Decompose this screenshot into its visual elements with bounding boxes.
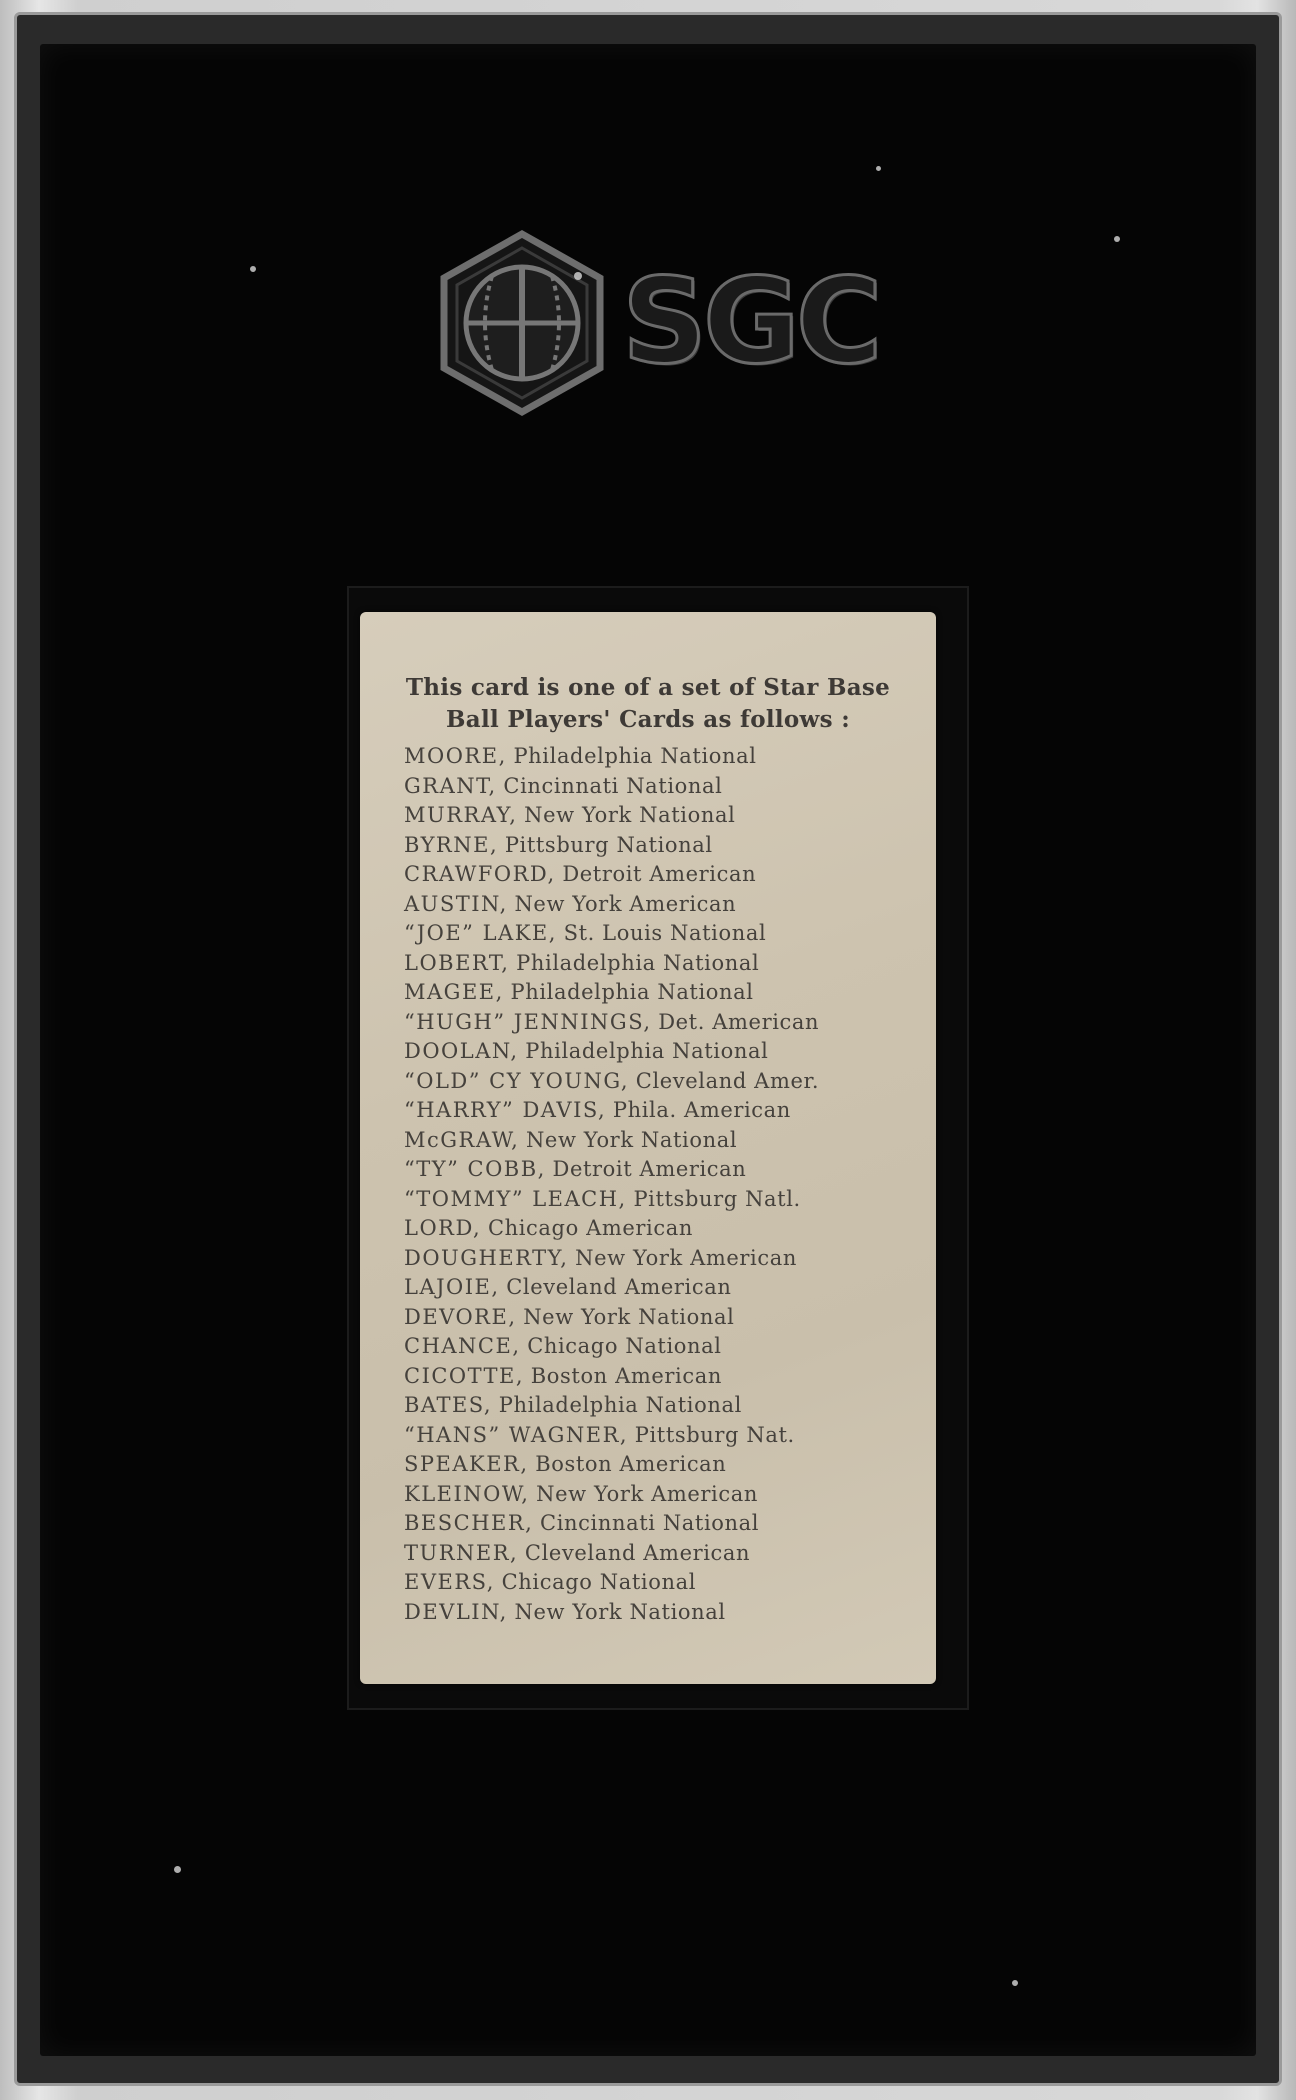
list-item [404, 860, 819, 890]
baseball-card-back [360, 612, 936, 1684]
card-header [360, 672, 936, 736]
list-item [404, 801, 819, 831]
player-name: “HARRY” DAVIS, [404, 1098, 607, 1122]
player-name: “HUGH” JENNINGS, [404, 1009, 652, 1034]
sgc-logo-text: SGC [622, 252, 879, 390]
player-team: St. Louis National [563, 921, 767, 945]
player-list [404, 742, 819, 1627]
list-item [404, 772, 819, 802]
player-team: Cleveland Amer. [635, 1068, 820, 1093]
dust-speck [1012, 1980, 1018, 1986]
player-team: Philadelphia National [513, 744, 757, 768]
player-name: GRANT, [404, 773, 497, 798]
list-item [404, 1067, 819, 1097]
dust-speck [876, 166, 881, 171]
player-team: Philadelphia National [525, 1039, 769, 1063]
player-team: New York National [524, 803, 736, 827]
player-team: New York National [525, 1127, 738, 1152]
player-name: DOOLAN, [404, 1039, 519, 1063]
player-team: Phila. American [612, 1098, 791, 1122]
player-name: EVERS, [404, 1570, 495, 1594]
player-name: KLEINOW, [404, 1481, 530, 1506]
player-name: BESCHER, [404, 1511, 534, 1535]
player-name: “TY” COBB, [404, 1157, 546, 1181]
player-name: CRAWFORD, [404, 862, 556, 886]
list-item [404, 949, 819, 979]
player-team: Philadelphia National [510, 980, 754, 1004]
player-team: Chicago National [527, 1334, 722, 1358]
player-name: MAGEE, [404, 980, 504, 1004]
list-item [404, 742, 819, 772]
player-name: McGRAW, [404, 1127, 520, 1152]
list-item [404, 1450, 819, 1480]
player-team: Philadelphia National [516, 950, 760, 975]
player-team: Chicago National [501, 1570, 697, 1594]
player-team: Boston American [530, 1363, 722, 1388]
player-name: SPEAKER, [404, 1452, 529, 1476]
player-name: DOUGHERTY, [404, 1245, 569, 1270]
list-item [404, 1568, 819, 1598]
player-team: Cincinnati National [540, 1511, 760, 1535]
list-item [404, 1332, 819, 1362]
list-item [404, 1421, 819, 1451]
list-item [404, 1391, 819, 1421]
player-name: BYRNE, [404, 832, 499, 857]
card-header-line1: This card is one of a set of Star Base [405, 674, 891, 701]
player-team: Pittsburg National [504, 832, 713, 857]
list-item [404, 1008, 819, 1038]
list-item [404, 1598, 819, 1628]
player-name: “OLD” CY YOUNG, [404, 1068, 630, 1093]
player-name: “TOMMY” LEACH, [404, 1186, 627, 1211]
player-name: LAJOIE, [404, 1275, 500, 1299]
player-name: DEVLIN, [404, 1599, 508, 1624]
player-team: Pittsburg Natl. [633, 1186, 801, 1211]
list-item [404, 1126, 819, 1156]
player-team: Detroit American [562, 862, 757, 886]
list-item [404, 1539, 819, 1569]
card-header-line2: Ball Players' Cards as follows : [446, 706, 850, 733]
player-name: TURNER, [404, 1540, 519, 1565]
player-team: Pittsburg Nat. [634, 1422, 795, 1447]
player-name: DEVORE, [404, 1304, 517, 1329]
list-item [404, 1155, 819, 1185]
player-name: CICOTTE, [404, 1363, 525, 1388]
dust-speck [574, 272, 582, 280]
list-item [404, 1362, 819, 1392]
player-team: Detroit American [552, 1157, 747, 1181]
player-team: Chicago American [487, 1216, 693, 1240]
player-name: MURRAY, [404, 803, 518, 827]
player-team: New York National [514, 1599, 726, 1624]
list-item [404, 1480, 819, 1510]
player-team: New York National [523, 1304, 735, 1329]
list-item [404, 831, 819, 861]
list-item [404, 1244, 819, 1274]
baseball-hexagon-logo-icon [432, 228, 612, 418]
list-item [404, 1037, 819, 1067]
list-item [404, 1096, 819, 1126]
list-item [404, 890, 819, 920]
player-team: Cleveland American [524, 1540, 751, 1565]
player-name: CHANCE, [404, 1334, 521, 1358]
player-team: Boston American [535, 1452, 727, 1476]
player-name: LORD, [404, 1216, 482, 1240]
list-item [404, 1509, 819, 1539]
dust-speck [1114, 236, 1120, 242]
player-name: “JOE” LAKE, [404, 921, 557, 945]
player-name: BATES, [404, 1393, 493, 1417]
list-item [404, 1273, 819, 1303]
list-item [404, 919, 819, 949]
player-name: LOBERT, [404, 950, 510, 975]
list-item [404, 1185, 819, 1215]
player-team: Cleveland American [506, 1275, 732, 1299]
list-item [404, 978, 819, 1008]
player-name: MOORE, [404, 744, 507, 768]
player-team: New York American [575, 1245, 797, 1270]
player-team: Philadelphia National [498, 1393, 742, 1417]
player-name: AUSTIN, [404, 891, 508, 916]
list-item [404, 1303, 819, 1333]
sgc-logo [432, 228, 892, 418]
player-team: Cincinnati National [503, 773, 723, 798]
player-team: New York American [536, 1481, 758, 1506]
player-team: Det. American [658, 1009, 820, 1034]
dust-speck [174, 1866, 181, 1873]
player-name: “HANS” WAGNER, [404, 1422, 629, 1447]
dust-speck [250, 266, 256, 272]
list-item [404, 1214, 819, 1244]
player-team: New York American [514, 891, 737, 916]
